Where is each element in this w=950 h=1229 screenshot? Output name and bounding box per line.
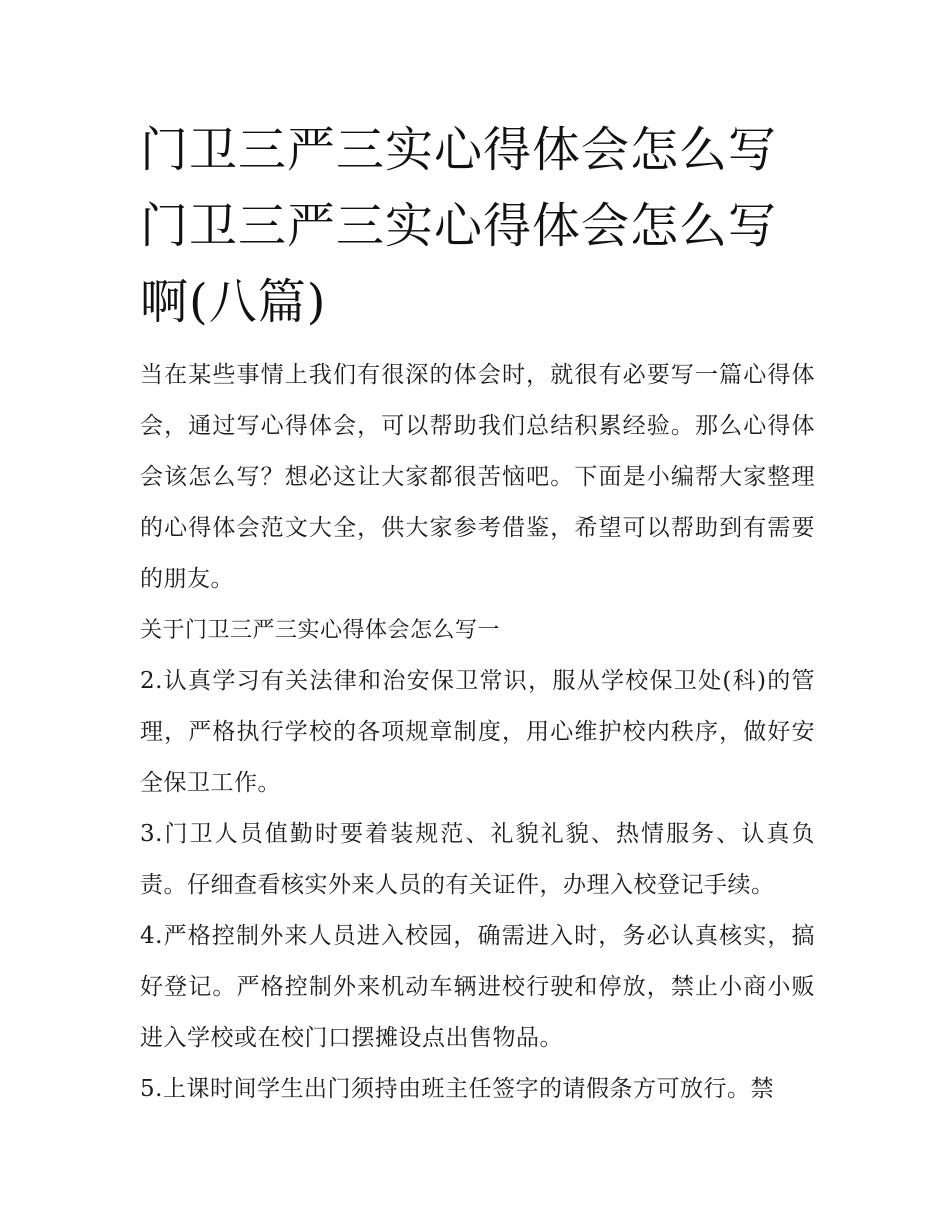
- document-page: [140, 112, 815, 1115]
- list-item: 4.严格控制外来人员进入校园，确需进入时，务必认真核实，搞好登记。严格控制外来机动车辆进校行驶和停放，禁止小商小贩进入学校或在校门口摆摊设点出售物品。: [140, 923, 815, 1051]
- list-item: 2.认真学习有关法律和治安保卫常识，服从学校保卫处(科)的管理，严格执行学校的各项规章制度，用心维护校内秩序，做好安全保卫工作。: [140, 668, 815, 796]
- document-title: [140, 112, 815, 340]
- list-item: 3.门卫人员值勤时要着装规范、礼貌礼貌、热情服务、认真负责。仔细查看核实外来人员的有关证件，办理入校登记手续。: [140, 821, 815, 898]
- title-line-3: 啊(八篇): [140, 274, 327, 330]
- title-line-2: 门卫三严三实心得体会怎么写: [140, 198, 778, 254]
- intro-paragraph: 当在某些事情上我们有很深的体会时，就很有必要写一篇心得体会，通过写心得体会，可以帮助我们总结积累经验。那么心得体会该怎么写？想必这让大家都很苦恼吧。下面是小编帮大家整理的心得体会范文大全，供大家参考借鉴，希望可以帮助到有需要的朋友。: [140, 362, 815, 592]
- title-line-1: 门卫三严三实心得体会怎么写: [140, 122, 778, 178]
- section-heading: 关于门卫三严三实心得体会怎么写一: [140, 618, 501, 643]
- list-item: 5.上课时间学生出门须持由班主任签字的请假条方可放行。禁: [140, 1076, 774, 1102]
